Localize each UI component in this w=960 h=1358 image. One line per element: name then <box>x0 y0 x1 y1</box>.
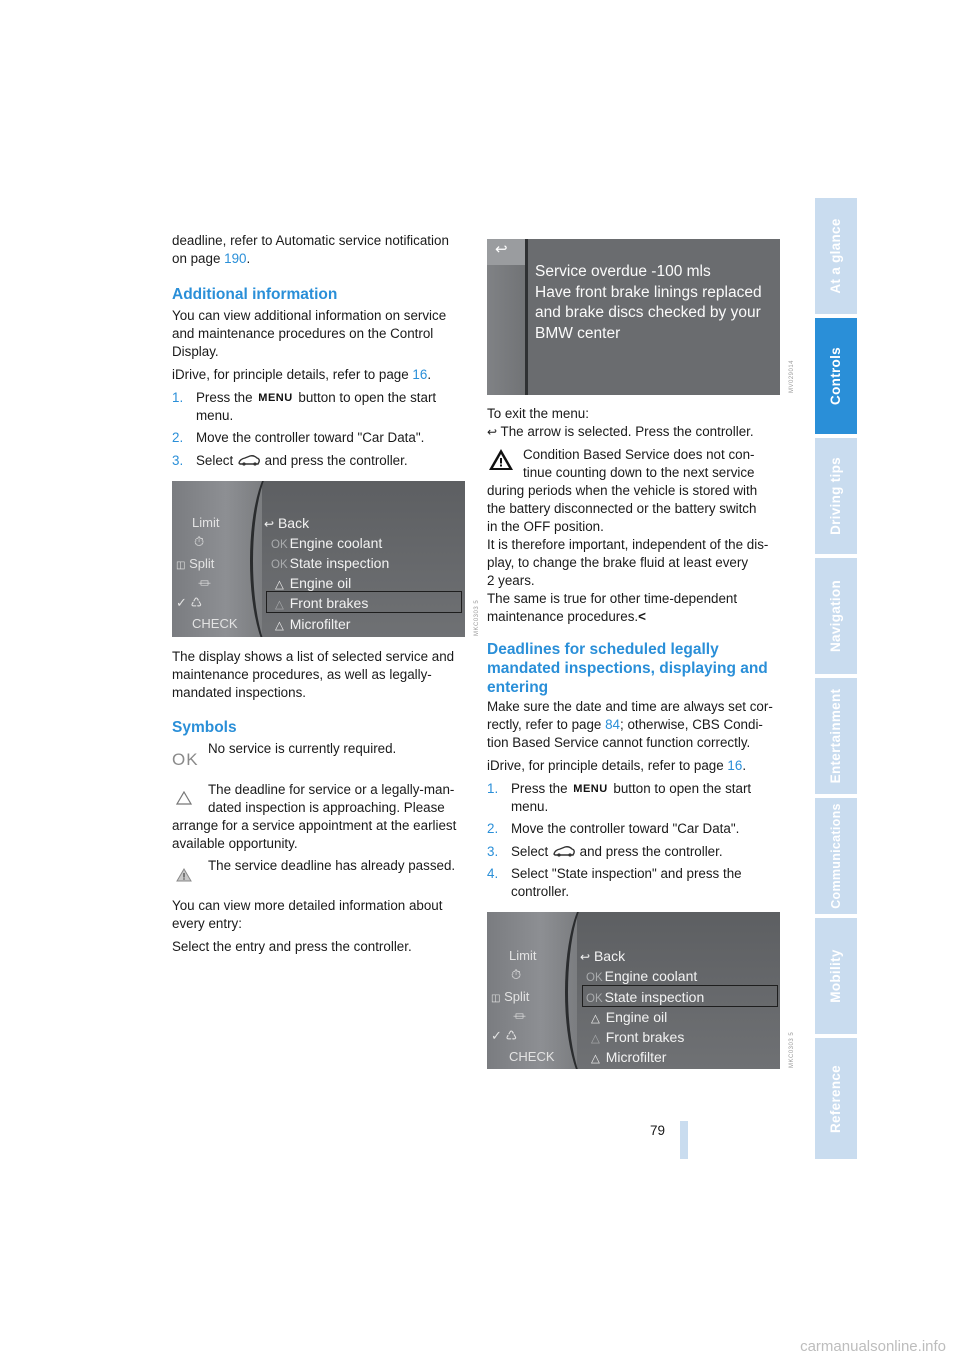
back-arrow-icon: ↩ <box>495 241 508 258</box>
text: Select <box>196 453 237 468</box>
text-line: The deadline for service or a legally-man- <box>208 782 455 797</box>
text: menu. <box>196 408 234 423</box>
step-number: 3. <box>487 844 499 859</box>
text: Split <box>189 556 215 571</box>
text-line: tinue counting down to the next service <box>523 465 755 480</box>
additional-info-heading: Additional information <box>172 286 338 303</box>
text: button to open the start <box>609 781 752 796</box>
oil-icon: ⏛ <box>513 1009 527 1024</box>
text: and press the controller. <box>575 844 723 859</box>
back-arrow-icon: ↩ <box>487 425 498 439</box>
text: The arrow is selected. Press the controller. <box>500 424 754 439</box>
text-line: during periods when the vehicle is stored with <box>487 483 758 498</box>
intro-paragraph <box>172 232 472 268</box>
display-item-state-inspection <box>586 988 704 1008</box>
text: Microfilter <box>605 1049 667 1065</box>
tab-controls[interactable] <box>815 318 857 434</box>
check-car-icon: ✓ ♺ <box>491 1028 518 1043</box>
text: controller. <box>511 884 570 899</box>
display-side-check: CHECK <box>192 616 238 631</box>
display-divider <box>525 239 528 395</box>
tab-label: Navigation <box>828 579 843 653</box>
step-2-right <box>487 820 787 838</box>
display-item-microfilter <box>275 615 350 635</box>
heading-line: Deadlines for scheduled legally <box>487 641 719 658</box>
warning-icon: △ <box>591 1033 600 1045</box>
tab-at-a-glance[interactable] <box>815 198 857 314</box>
page-link-190[interactable]: 190 <box>224 251 247 266</box>
display-item-state-inspection <box>271 554 389 574</box>
ok-symbol-text: No service is currently required. <box>208 741 397 756</box>
page-marker-bar <box>680 1121 688 1159</box>
text: . <box>427 367 432 382</box>
step-number: 2. <box>487 821 499 836</box>
step-number: 4. <box>487 866 499 881</box>
text: button to open the start <box>294 390 437 405</box>
warning-icon: △ <box>591 1053 600 1065</box>
display-screenshot-service-overdue <box>487 239 780 395</box>
step-number: 2. <box>172 430 184 445</box>
check-car-icon: ✓ ♺ <box>176 595 203 610</box>
text-line: Condition Based Service does not con- <box>523 447 755 462</box>
display-side-split: ◫ Split <box>491 989 530 1004</box>
text-line: It is therefore important, independent of the dis- <box>487 537 769 552</box>
step-text: Move the controller toward "Car Data". <box>511 821 740 836</box>
tab-label: Reference <box>828 1064 843 1133</box>
text: maintenance procedures. <box>487 609 639 624</box>
page-link-16[interactable]: 16 <box>727 758 743 773</box>
end-mark: < <box>638 609 646 624</box>
message-line: BMW center <box>535 324 621 342</box>
image-code: MKC0303 5 <box>474 599 480 636</box>
text: Select "State inspection" and press the <box>511 866 742 881</box>
text-line: dated inspection is approaching. Please <box>208 800 445 815</box>
text: rectly, refer to page <box>487 717 606 732</box>
image-code: MKC0303 5 <box>789 1031 795 1068</box>
date-paragraph <box>487 698 787 752</box>
text-line: play, to change the brake fluid at least every <box>487 555 749 570</box>
tab-reference[interactable] <box>815 1038 857 1159</box>
ok-icon: OK <box>271 539 288 551</box>
symbols-heading: Symbols <box>172 719 237 736</box>
oil-icon: ⏛ <box>198 576 212 591</box>
text: State inspection <box>604 989 705 1005</box>
text-line: arrange for a service appointment at the earliest <box>172 818 457 833</box>
display-item-engine-oil <box>591 1008 667 1028</box>
tab-navigation[interactable] <box>815 558 857 674</box>
warning-icon: △ <box>275 620 284 632</box>
detail-paragraph <box>172 897 472 933</box>
text-line: Make sure the date and time are always set cor- <box>487 699 773 714</box>
warning-icon: △ <box>275 599 284 611</box>
text-line: Display. <box>172 344 219 359</box>
text: Press the <box>196 390 257 405</box>
text: Engine oil <box>605 1009 668 1025</box>
select-paragraph: Select the entry and press the controller. <box>172 939 412 954</box>
display-screenshot-state-inspection <box>487 912 780 1069</box>
text-line: maintenance procedures, as well as legally- <box>172 667 432 682</box>
display-item-back: ↩ Back <box>580 948 626 964</box>
text: Select <box>511 844 552 859</box>
text: Back <box>593 948 626 964</box>
menu-button-icon: MENU <box>573 783 608 795</box>
tab-label: Mobility <box>828 949 843 1003</box>
text-line: You can view more detailed information about <box>172 898 443 913</box>
text-line: tion Based Service cannot function correctly. <box>487 735 751 750</box>
step-3-right <box>487 843 787 861</box>
ok-icon: OK <box>586 972 603 984</box>
text-line: in the OFF position. <box>487 519 604 534</box>
step-number: 1. <box>172 390 184 405</box>
deadlines-heading <box>487 640 787 697</box>
tab-label: Driving tips <box>828 457 843 535</box>
step-text <box>196 389 436 425</box>
clock-icon: ⏱ <box>194 534 205 549</box>
warning-passed-icon <box>176 868 192 882</box>
image-code: MV029014 <box>789 359 795 393</box>
passed-symbol-text: The service deadline has already passed. <box>208 858 456 873</box>
car-data-icon <box>552 844 576 858</box>
intro-line: deadline, refer to Automatic service notification <box>172 233 449 248</box>
text: Engine coolant <box>604 968 698 984</box>
text-line <box>487 608 787 626</box>
warning-icon: △ <box>591 1013 600 1025</box>
text: Microfilter <box>289 616 351 632</box>
text-line: and maintenance procedures on the Control <box>172 326 434 341</box>
step-4-right <box>487 865 787 901</box>
text: menu. <box>511 799 549 814</box>
tab-label: Entertainment <box>828 688 843 784</box>
text-line: every entry: <box>172 916 242 931</box>
text: Press the <box>511 781 572 796</box>
text: Engine coolant <box>289 535 383 551</box>
tab-entertainment[interactable] <box>815 678 857 794</box>
display-screenshot-service-list <box>172 481 465 637</box>
text-line: the battery disconnected or the battery switch <box>487 501 757 516</box>
display-item-engine-coolant <box>586 967 697 987</box>
ok-icon: OK <box>586 993 603 1005</box>
text: iDrive, for principle details, refer to page <box>172 367 413 382</box>
step-text <box>196 452 408 470</box>
text: Front brakes <box>289 595 369 611</box>
text: iDrive, for principle details, refer to page <box>487 758 728 773</box>
tab-label: At a glance <box>828 218 843 294</box>
page-number: 79 <box>650 1123 666 1138</box>
text: Split <box>504 989 530 1004</box>
text: ; otherwise, CBS Condi- <box>620 717 763 732</box>
message-line: and brake discs checked by your <box>535 304 761 321</box>
ok-icon: OK <box>271 559 288 571</box>
text: and press the controller. <box>260 453 408 468</box>
text-line <box>487 716 787 734</box>
step-3 <box>172 452 472 470</box>
idrive-ref-right <box>487 757 746 775</box>
text: . <box>246 251 251 266</box>
watermark: carmanualsonline.info <box>800 1338 946 1355</box>
text-line: You can view additional information on service <box>172 308 447 323</box>
display-item-back: ↩ Back <box>264 515 310 531</box>
tab-driving-tips[interactable] <box>815 438 857 554</box>
display-side-limit: Limit <box>192 515 220 530</box>
text-line: The display shows a list of selected service and <box>172 649 455 664</box>
approach-symbol-text <box>172 781 472 853</box>
display-item-microfilter <box>591 1048 666 1068</box>
intro-line <box>172 250 472 268</box>
message-line: Have front brake linings replaced <box>535 283 762 301</box>
display-side-split: ◫ Split <box>176 556 215 571</box>
text-line: available opportunity. <box>172 836 298 851</box>
text: State inspection <box>289 555 390 571</box>
tab-label: Controls <box>828 347 843 405</box>
message-line: Service overdue -100 mls <box>535 263 711 280</box>
display-item-engine-coolant <box>271 534 382 554</box>
step-text <box>511 780 751 816</box>
clock-icon: ⏱ <box>511 967 522 982</box>
exit-paragraph: To exit the menu: <box>487 406 589 421</box>
text: on page <box>172 251 225 266</box>
text-line: The same is true for other time-dependent <box>487 591 738 606</box>
text: Front brakes <box>605 1029 685 1045</box>
car-data-icon <box>237 453 261 467</box>
warning-icon: △ <box>275 579 284 591</box>
step-number: 3. <box>172 453 184 468</box>
display-caption <box>172 648 472 702</box>
menu-button-icon: MENU <box>258 392 293 404</box>
text: . <box>742 758 747 773</box>
page-link-16[interactable]: 16 <box>412 367 428 382</box>
idrive-ref <box>172 366 431 384</box>
heading-line: mandated inspections, displaying and <box>487 660 768 677</box>
display-side-limit: Limit <box>509 948 537 963</box>
text: Back <box>277 515 310 531</box>
text-line: mandated inspections. <box>172 685 306 700</box>
text: Engine oil <box>289 575 352 591</box>
tab-label: Communications <box>829 803 843 909</box>
ok-symbol-icon: OK <box>172 750 199 769</box>
step-text: Move the controller toward "Car Data". <box>196 430 425 445</box>
step-text <box>511 865 742 901</box>
exit-arrow-line <box>487 423 754 441</box>
step-1 <box>172 389 472 425</box>
text-line: 2 years. <box>487 573 535 588</box>
display-side-check: CHECK <box>509 1049 555 1064</box>
step-text <box>511 843 723 861</box>
heading-line: entering <box>487 679 549 696</box>
tab-communications[interactable] <box>815 798 857 914</box>
page-link-84[interactable]: 84 <box>605 717 620 732</box>
additional-info-paragraph <box>172 307 472 361</box>
step-2 <box>172 429 472 447</box>
step-1-right <box>487 780 787 816</box>
step-number: 1. <box>487 781 499 796</box>
tab-mobility[interactable] <box>815 918 857 1034</box>
display-item-front-brakes <box>591 1028 684 1048</box>
service-overdue-message <box>535 262 762 344</box>
display-item-front-brakes <box>275 594 368 614</box>
cbs-note <box>487 446 787 626</box>
